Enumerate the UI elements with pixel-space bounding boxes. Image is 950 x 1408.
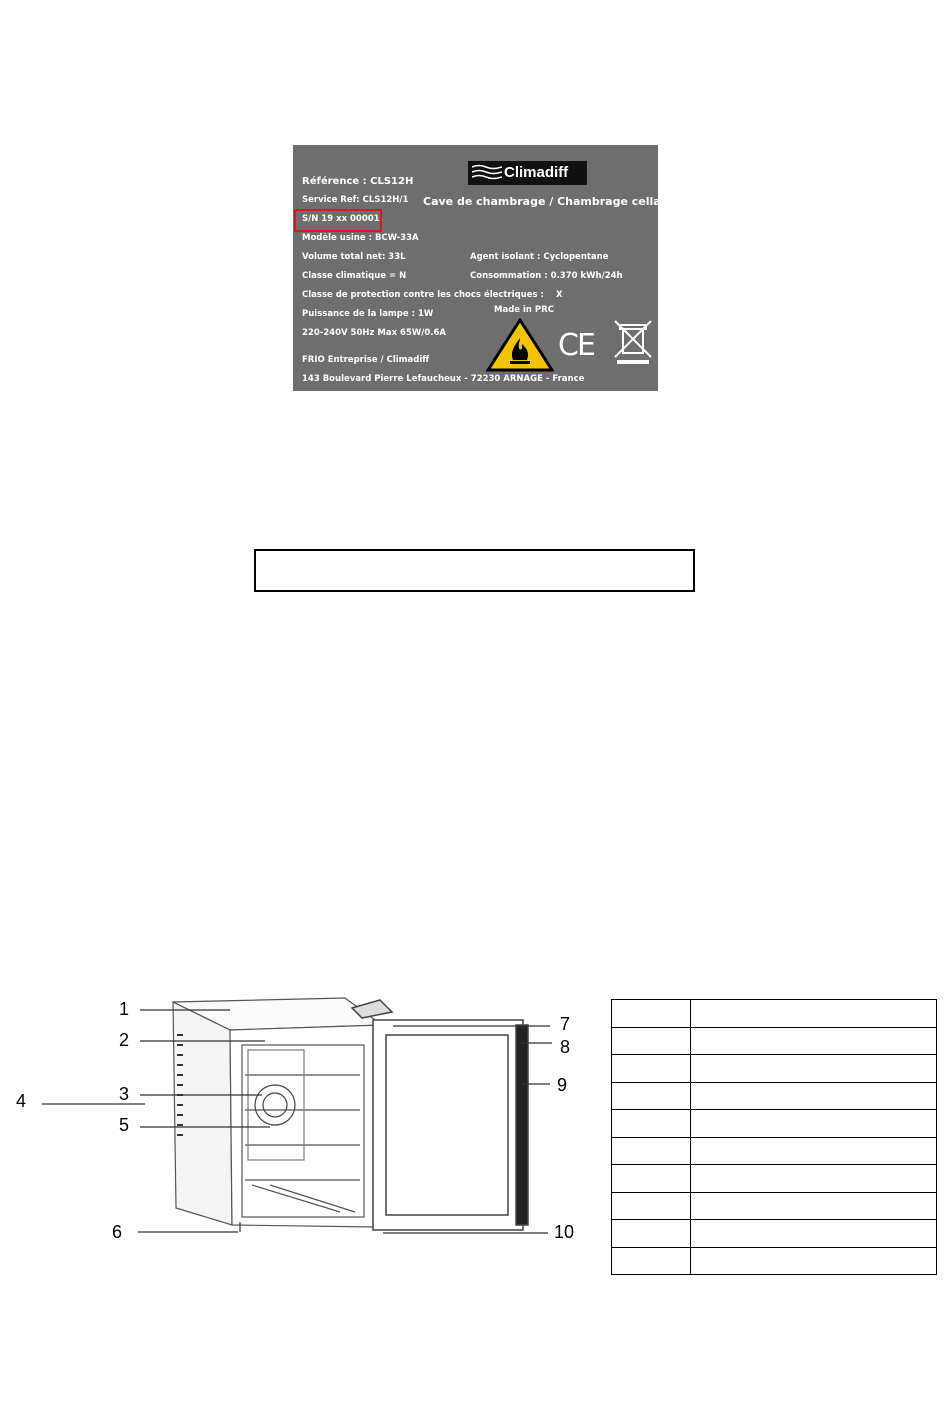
- table-row: [612, 1110, 937, 1138]
- parts-table-body: [612, 1000, 937, 1275]
- part-name-cell: [691, 1220, 937, 1248]
- callout-1: 1: [119, 999, 130, 1019]
- table-row: [612, 1055, 937, 1083]
- product-title: Cave de chambrage / Chambrage cellar: [423, 195, 667, 208]
- table-row: [612, 1027, 937, 1055]
- reference-label: Référence : CLS12H: [302, 176, 414, 187]
- net-volume-label: Volume total net: 33L: [302, 252, 406, 262]
- callout-10: 10: [554, 1222, 575, 1242]
- callout-9: 9: [557, 1075, 568, 1095]
- part-number-cell: [612, 1220, 691, 1248]
- electric-protection-label: Classe de protection contre les chocs électriques :: [302, 290, 544, 300]
- callout-6: 6: [112, 1222, 123, 1242]
- part-number-cell: [612, 1027, 691, 1055]
- part-name-cell: [691, 1165, 937, 1193]
- part-name-cell: [691, 1082, 937, 1110]
- part-number-cell: [612, 1137, 691, 1165]
- part-name-cell: [691, 1027, 937, 1055]
- climate-class-label: Classe climatique = N: [302, 271, 407, 281]
- callout-8: 8: [560, 1037, 571, 1057]
- table-row: [612, 1165, 937, 1193]
- manufacturer-label: FRIO Entreprise / Climadiff: [302, 355, 430, 365]
- table-row: [612, 1192, 937, 1220]
- consumption-label: Consommation : 0.370 kWh/24h: [470, 271, 623, 281]
- table-row: [612, 1000, 937, 1028]
- callout-5: 5: [119, 1115, 130, 1135]
- climadiff-logo: [468, 161, 587, 185]
- brand-name: Climadiff: [504, 164, 569, 181]
- factory-model-label: Modèle usine : BCW-33A: [302, 233, 419, 243]
- part-name-cell: [691, 1247, 937, 1275]
- address-label: 143 Boulevard Pierre Lefaucheux - 72230 ARNAGE - France: [302, 374, 585, 384]
- made-in-label: Made in PRC: [494, 305, 554, 315]
- table-row: [612, 1137, 937, 1165]
- part-number-cell: [612, 1165, 691, 1193]
- power-rating-label: 220-240V 50Hz Max 65W/0.6A: [302, 328, 446, 338]
- table-row: [612, 1082, 937, 1110]
- wine-cooler-diagram: [0, 990, 600, 1250]
- weee-bin-icon: [613, 319, 653, 365]
- insulating-agent-label: Agent isolant : Cyclopentane: [470, 252, 609, 262]
- part-number-cell: [612, 1192, 691, 1220]
- ce-mark: CE: [558, 328, 594, 363]
- part-name-cell: [691, 1110, 937, 1138]
- lamp-power-label: Puissance de la lampe : 1W: [302, 309, 434, 319]
- callout-2: 2: [119, 1030, 130, 1050]
- callout-4: 4: [16, 1091, 27, 1111]
- serial-number-box: [254, 549, 695, 592]
- part-name-cell: [691, 1055, 937, 1083]
- part-number-cell: [612, 1055, 691, 1083]
- part-name-cell: [691, 1137, 937, 1165]
- cooler-body: [173, 998, 382, 1227]
- table-row: [612, 1220, 937, 1248]
- part-number-cell: [612, 1082, 691, 1110]
- serial-number-label: S/N 19 xx 00001: [302, 214, 380, 224]
- table-row: [612, 1247, 937, 1275]
- part-number-cell: [612, 1000, 691, 1028]
- callout-3: 3: [119, 1084, 130, 1104]
- callout-7: 7: [560, 1014, 571, 1034]
- cooler-door: [352, 1000, 528, 1230]
- parts-table: [611, 999, 937, 1275]
- protection-class-symbol: X: [556, 290, 563, 300]
- part-name-cell: [691, 1192, 937, 1220]
- part-number-cell: [612, 1247, 691, 1275]
- wave-logo-icon: [472, 164, 502, 182]
- service-ref-label: Service Ref: CLS12H/1: [302, 195, 409, 205]
- flammable-warning-icon: [486, 318, 554, 372]
- part-name-cell: [691, 1000, 937, 1028]
- part-number-cell: [612, 1110, 691, 1138]
- rating-plate: [293, 145, 667, 391]
